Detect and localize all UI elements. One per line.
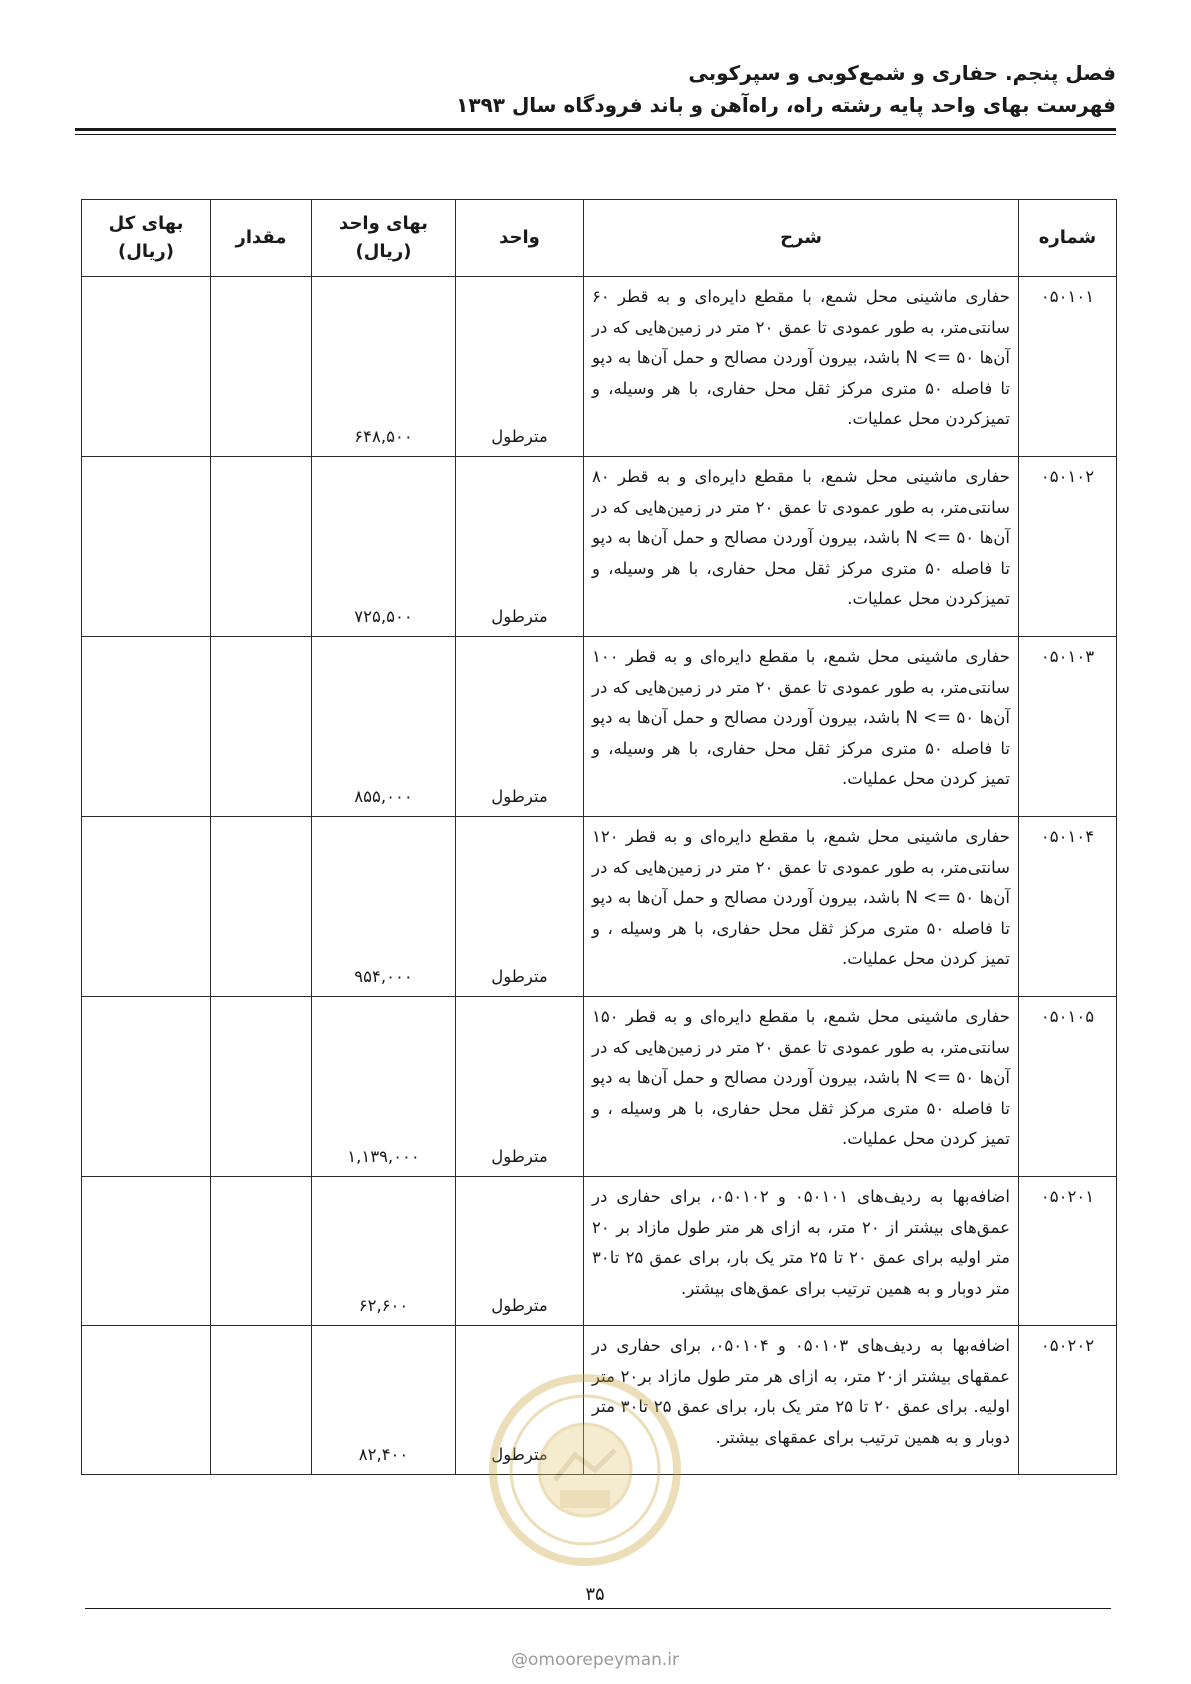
- unit-price-table: [81, 199, 1117, 1475]
- page-number: ۳۵: [585, 1584, 605, 1605]
- table-row: [82, 277, 1117, 457]
- item-code: ۰۵۰۲۰۲: [1019, 1326, 1117, 1475]
- item-total-price: [82, 1326, 211, 1475]
- item-code: ۰۵۰۲۰۱: [1019, 1177, 1117, 1326]
- item-total-price: [82, 997, 211, 1177]
- item-description: اضافه‌بها به ردیف‌های ۰۵۰۱۰۱ و ۰۵۰۱۰۲، برای حفاری در عمق‌های بیشتر از ۲۰ متر، به ازای هر متر طول مازاد بر ۲۰ متر اولیه برای عمق ۲۰ تا ۲۵ متر یک بار، برای عمق ۲۵ تا۳۰ متر دوبار و به همین ترتیب برای عمق‌های بیشتر.: [584, 1177, 1019, 1326]
- item-total-price: [82, 457, 211, 637]
- item-code: ۰۵۰۱۰۴: [1019, 817, 1117, 997]
- item-total-price: [82, 277, 211, 457]
- item-description: حفاری ماشینی محل شمع، با مقطع دایره‌ای و به قطر ۸۰ سانتی‌متر، به طور عمودی تا عمق ۲۰ متر در زمین‌هایی که در آن‌ها ۵۰ => N باشد، بیرون آوردن مصالح و حمل آن‌ها به دپو تا فاصله ۵۰ متری مرکز ثقل محل حفاری، با هر وسیله، و تمیزکردن محل عملیات.: [584, 457, 1019, 637]
- item-unit: مترطول: [456, 277, 584, 457]
- header-rule-thick: [75, 128, 1116, 131]
- item-description: اضافه‌بها به ردیف‌های ۰۵۰۱۰۳ و ۰۵۰۱۰۴، برای حفاری در عمقهای بیشتر از۲۰ متر، به ازای هر متر طول مازاد بر۲۰ متر اولیه. برای عمق ۲۰ تا ۲۵ متر یک بار، برای عمق ۲۵ تا۳۰ متر دوبار و به همین ترتیب برای عمقهای بیشتر.: [584, 1326, 1019, 1475]
- table-row: [82, 1177, 1117, 1326]
- item-quantity: [211, 997, 312, 1177]
- item-unit: مترطول: [456, 1326, 584, 1475]
- item-unit-price: ۸۲,۴۰۰: [312, 1326, 456, 1475]
- item-unit: مترطول: [456, 997, 584, 1177]
- col-header-total-price: [82, 200, 211, 277]
- col-header-total-price-currency: (ریال): [118, 241, 174, 262]
- table-row: [82, 997, 1117, 1177]
- item-quantity: [211, 1177, 312, 1326]
- organization-seal-icon: [480, 1370, 690, 1570]
- item-code: ۰۵۰۱۰۳: [1019, 637, 1117, 817]
- item-description: حفاری ماشینی محل شمع، با مقطع دایره‌ای و به قطر ۱۲۰ سانتی‌متر، به طور عمودی تا عمق ۲۰ متر در زمین‌هایی که در آن‌ها ۵۰ => N باشد، بیرون آوردن مصالح و حمل آن‌ها به دپو تا فاصله ۵۰ متری مرکز ثقل محل حفاری، با هر وسیله ، و تمیز کردن محل عملیات.: [584, 817, 1019, 997]
- col-header-unit: واحد: [456, 200, 584, 277]
- col-header-code: شماره: [1019, 200, 1117, 277]
- item-unit-price: ۸۵۵,۰۰۰: [312, 637, 456, 817]
- item-unit-price: ۱,۱۳۹,۰۰۰: [312, 997, 456, 1177]
- footer-rule: [85, 1608, 1111, 1609]
- item-unit-price: ۷۲۵,۵۰۰: [312, 457, 456, 637]
- item-unit: مترطول: [456, 457, 584, 637]
- table-header-row: [82, 200, 1117, 277]
- website-watermark: @omoorepeyman.ir: [510, 1650, 680, 1670]
- item-code: ۰۵۰۱۰۲: [1019, 457, 1117, 637]
- item-unit-price: ۹۵۴,۰۰۰: [312, 817, 456, 997]
- item-description: حفاری ماشینی محل شمع، با مقطع دایره‌ای و به قطر ۶۰ سانتی‌متر، به طور عمودی تا عمق ۲۰ متر در زمین‌هایی که در آن‌ها ۵۰ => N باشد، بیرون آوردن مصالح و حمل آن‌ها به دپو تا فاصله ۵۰ متری مرکز ثقل محل حفاری، با هر وسیله، و تمیزکردن محل عملیات.: [584, 277, 1019, 457]
- col-header-description: شرح: [584, 200, 1019, 277]
- item-quantity: [211, 457, 312, 637]
- col-header-unit-price-label: بهای واحد: [339, 213, 428, 234]
- item-total-price: [82, 637, 211, 817]
- item-quantity: [211, 637, 312, 817]
- item-unit-price: ۶۲,۶۰۰: [312, 1177, 456, 1326]
- item-quantity: [211, 277, 312, 457]
- item-unit: مترطول: [456, 637, 584, 817]
- item-description: حفاری ماشینی محل شمع، با مقطع دایره‌ای و به قطر ۱۰۰ سانتی‌متر، به طور عمودی تا عمق ۲۰ متر در زمین‌هایی که در آن‌ها ۵۰ => N باشد، بیرون آوردن مصالح و حمل آن‌ها به دپو تا فاصله ۵۰ متری مرکز ثقل محل حفاری، با هر وسیله، و تمیز کردن محل عملیات.: [584, 637, 1019, 817]
- item-quantity: [211, 1326, 312, 1475]
- col-header-unit-price-currency: (ریال): [355, 241, 412, 262]
- price-list-title: فهرست بهای واحد پایه رشته راه، راه‌آهن و باند فرودگاه سال ۱۳۹۳: [456, 93, 1116, 117]
- item-unit: مترطول: [456, 1177, 584, 1326]
- item-unit-price: ۶۴۸,۵۰۰: [312, 277, 456, 457]
- col-header-unit-price: [312, 200, 456, 277]
- header-rule-thin: [75, 134, 1116, 135]
- item-total-price: [82, 817, 211, 997]
- item-total-price: [82, 1177, 211, 1326]
- col-header-quantity: مقدار: [211, 200, 312, 277]
- item-code: ۰۵۰۱۰۵: [1019, 997, 1117, 1177]
- item-code: ۰۵۰۱۰۱: [1019, 277, 1117, 457]
- item-quantity: [211, 817, 312, 997]
- chapter-title: فصل پنجم. حفاری و شمع‌کوبی و سپرکوبی: [688, 61, 1116, 85]
- page-header: [75, 58, 1116, 120]
- table-row: [82, 817, 1117, 997]
- item-description: حفاری ماشینی محل شمع، با مقطع دایره‌ای و به قطر ۱۵۰ سانتی‌متر، به طور عمودی تا عمق ۲۰ متر در زمین‌هایی که در آن‌ها ۵۰ => N باشد، بیرون آوردن مصالح و حمل آن‌ها به دپو تا فاصله ۵۰ متری مرکز ثقل محل حفاری، با هر وسیله ، و تمیز کردن محل عملیات.: [584, 997, 1019, 1177]
- col-header-total-price-label: بهای کل: [108, 213, 184, 234]
- item-unit: مترطول: [456, 817, 584, 997]
- table-row: [82, 637, 1117, 817]
- table-row: [82, 457, 1117, 637]
